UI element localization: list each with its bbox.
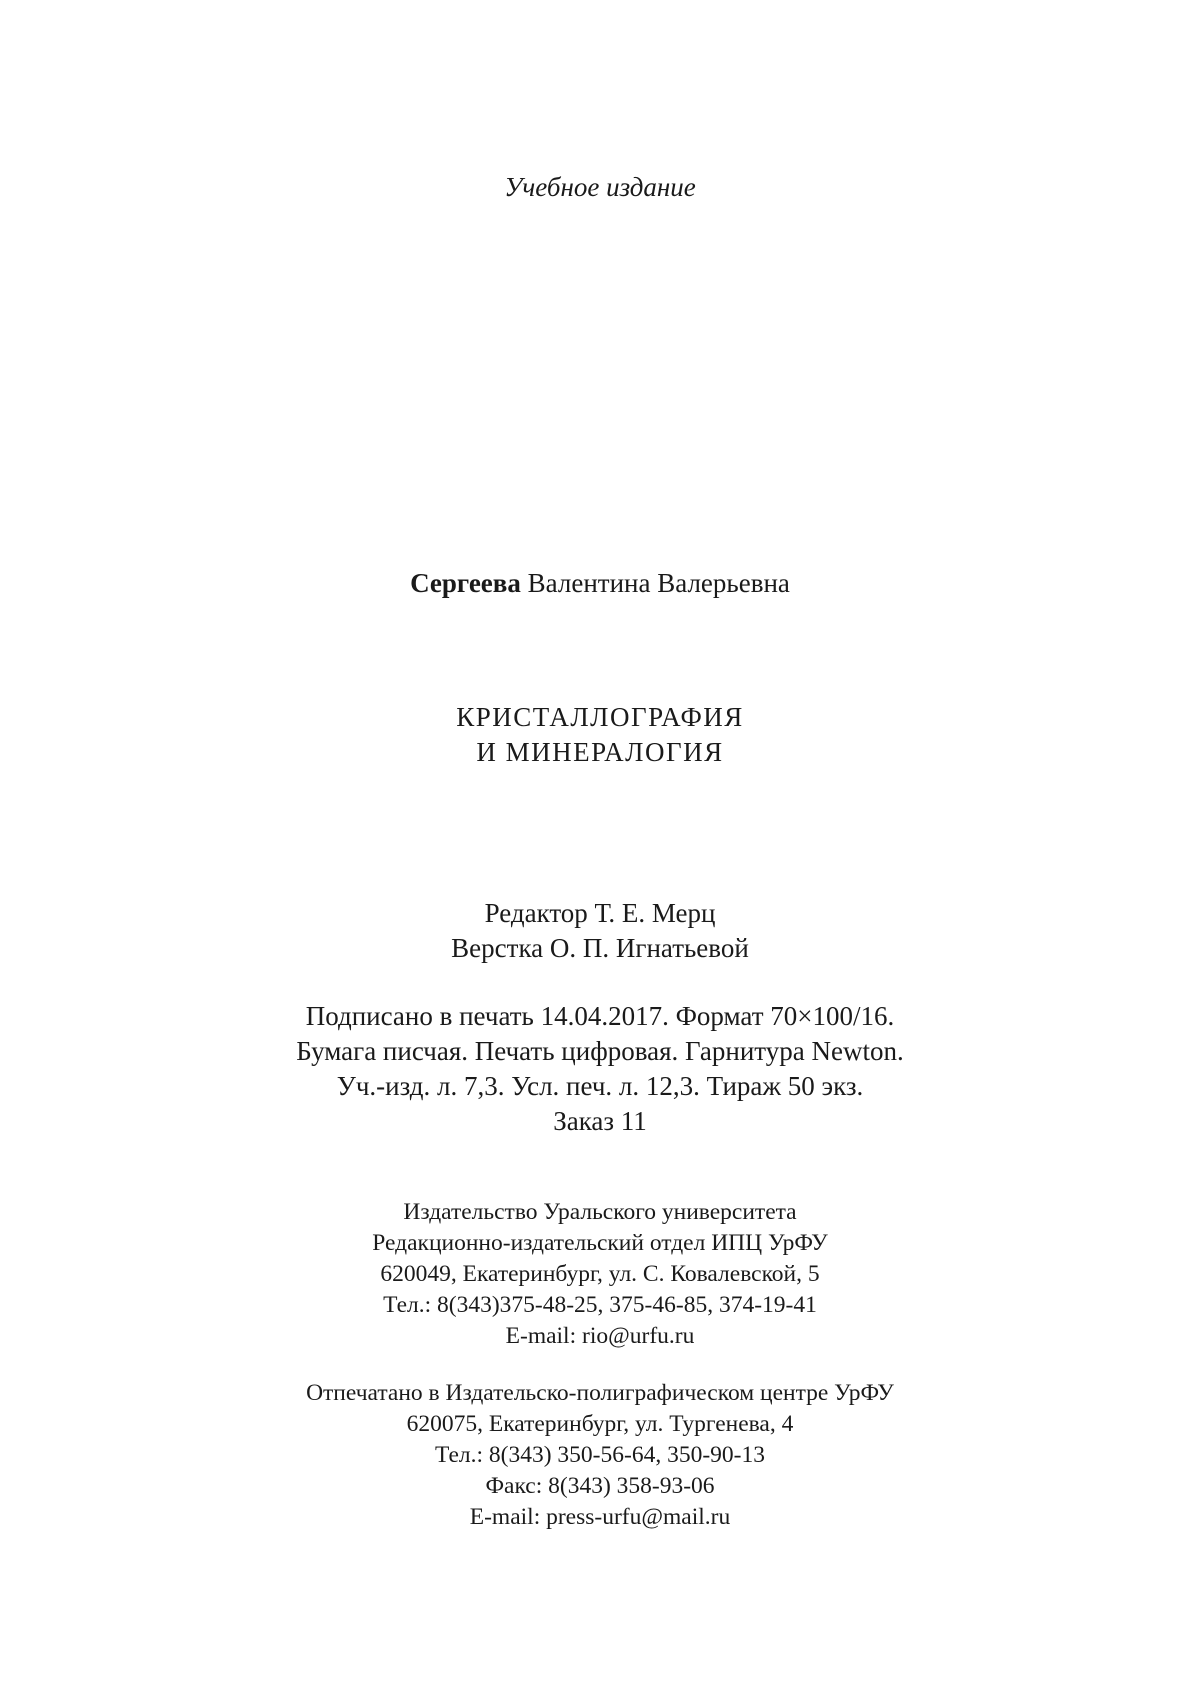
imprint-line-1: Подписано в печать 14.04.2017. Формат 70×100/16. xyxy=(305,1001,895,1031)
publisher-phone: Тел.: 8(343)375-48-25, 375-46-85, 374-19-41 xyxy=(383,1292,817,1318)
book-title-line-2: И МИНЕРАЛОГИЯ xyxy=(476,737,724,767)
author-surname: Сергеева xyxy=(410,568,521,598)
printer-phone: Тел.: 8(343) 350-56-64, 350-90-13 xyxy=(435,1442,765,1468)
author-given-names: Валентина Валерьевна xyxy=(527,568,790,598)
printer-email: E-mail: press-urfu@mail.ru xyxy=(469,1504,731,1530)
layout-credit: Верстка О. П. Игнатьевой xyxy=(451,933,749,963)
publisher-address: 620049, Екатеринбург, ул. С. Ковалевской, 5 xyxy=(380,1261,820,1287)
book-title-line-1: КРИСТАЛЛОГРАФИЯ xyxy=(456,702,744,732)
publisher-name: Издательство Уральского университета xyxy=(403,1199,797,1225)
imprint-line-3: Уч.-изд. л. 7,3. Усл. печ. л. 12,3. Тираж 50 экз. xyxy=(336,1071,864,1101)
editor-credit: Редактор Т. Е. Мерц xyxy=(484,898,716,928)
printer-address: 620075, Екатеринбург, ул. Тургенева, 4 xyxy=(406,1411,794,1437)
printer-name: Отпечатано в Издательско-полиграфическом центре УрФУ xyxy=(306,1380,894,1406)
imprint-line-4: Заказ 11 xyxy=(553,1106,647,1136)
edition-type: Учебное издание xyxy=(504,172,696,202)
imprint-line-2: Бумага писчая. Печать цифровая. Гарнитура Newton. xyxy=(296,1036,904,1066)
publisher-email: E-mail: rio@urfu.ru xyxy=(505,1323,695,1349)
publisher-department: Редакционно-издательский отдел ИПЦ УрФУ xyxy=(372,1230,828,1256)
author-name xyxy=(0,568,1200,599)
printer-fax: Факс: 8(343) 358-93-06 xyxy=(485,1473,715,1499)
